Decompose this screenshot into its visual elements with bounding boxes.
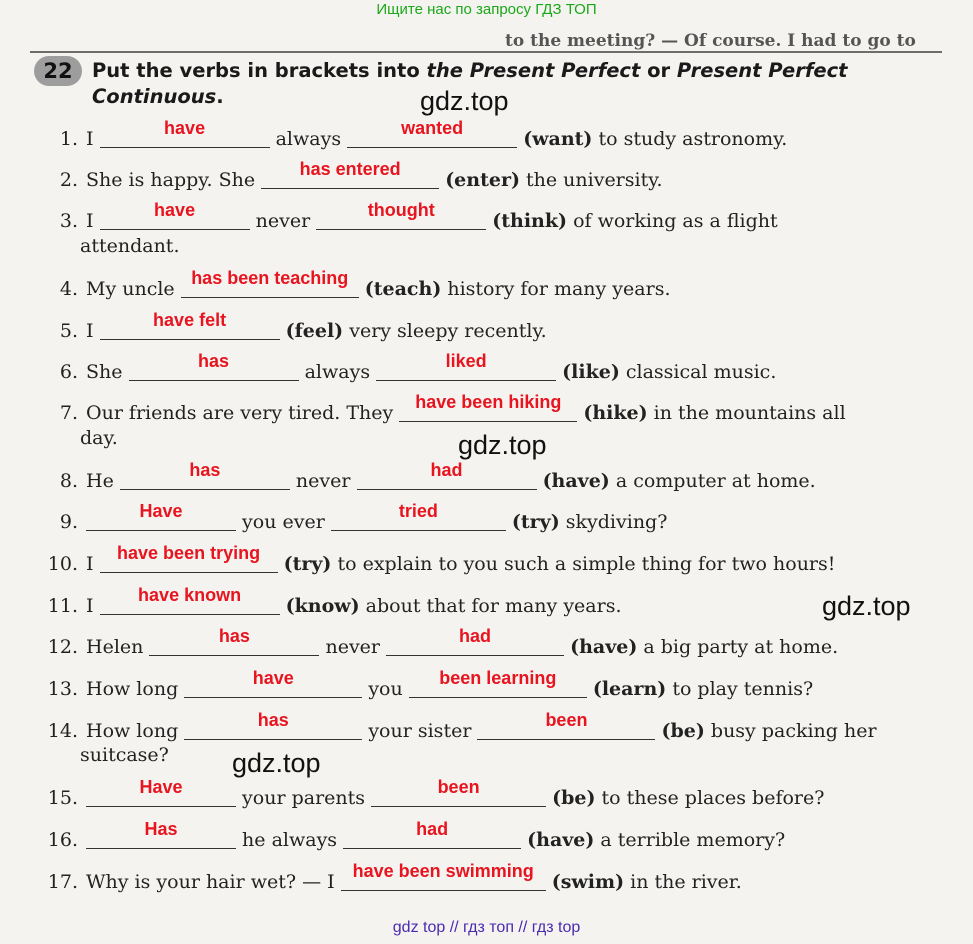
- verb-hint: (try): [283, 553, 332, 575]
- verb-hint: (enter): [445, 169, 520, 191]
- sentence-16: [44, 819, 786, 851]
- sentence-number: 8.: [59, 470, 78, 492]
- sentence-text: a big party at home.: [643, 636, 839, 658]
- sentence-3-continuation: attendant.: [80, 235, 180, 257]
- sentence-text: I: [86, 595, 94, 617]
- sentence-text: to these places before?: [601, 787, 825, 809]
- answer-blank[interactable]: [184, 710, 362, 740]
- sentence-text: Why is your hair wet? — I: [86, 871, 335, 893]
- sentence-text: a terrible memory?: [600, 829, 786, 851]
- answer: have been trying: [117, 543, 261, 563]
- previous-exercise-line: to the meeting? — Of course. I had to go to: [505, 31, 916, 51]
- answer: have: [154, 200, 196, 220]
- sentence-text: to study astronomy.: [598, 128, 788, 150]
- sentence-text: the university.: [526, 169, 663, 191]
- answer: have: [164, 118, 206, 138]
- watermark: gdz.top: [232, 748, 321, 778]
- exercise-number-badge: 22: [34, 56, 82, 86]
- sentence-text: I: [86, 210, 94, 232]
- answer-blank[interactable]: [100, 310, 280, 340]
- answer: has been teaching: [191, 268, 349, 288]
- sentence-number: 14.: [47, 720, 78, 742]
- verb-hint: (learn): [592, 678, 667, 700]
- sentence-12: [44, 626, 839, 658]
- sentence-10: [44, 543, 836, 575]
- sentence-text: Helen: [86, 636, 144, 658]
- verb-hint: (like): [562, 361, 620, 383]
- sentence-text: never: [255, 210, 311, 232]
- sentence-text: She is happy. She: [86, 169, 256, 191]
- sentence-number: 12.: [47, 636, 78, 658]
- tense-present-perfect: the Present Perfect: [426, 59, 641, 82]
- sentence-number: 11.: [47, 595, 78, 617]
- verb-hint: (teach): [364, 278, 442, 300]
- verb-hint: (have): [542, 470, 610, 492]
- answer-blank[interactable]: [343, 819, 521, 849]
- sentence-text: My uncle: [86, 278, 175, 300]
- sentence-text: history for many years.: [447, 278, 671, 300]
- answer-blank[interactable]: [376, 351, 556, 381]
- instruction-or: or: [640, 59, 677, 82]
- answer-blank[interactable]: [331, 501, 506, 531]
- answer-blank[interactable]: [399, 392, 577, 422]
- answer-blank[interactable]: [100, 200, 250, 230]
- sentence-text: never: [325, 636, 381, 658]
- sentence-text: a computer at home.: [615, 470, 816, 492]
- tense-present-perfect-continuous: Present Perfect Continuous: [92, 59, 848, 108]
- answer: Have: [139, 777, 183, 797]
- sentence-text: skydiving?: [565, 511, 668, 533]
- sentence-text: How long: [86, 720, 179, 742]
- answer: has: [257, 710, 289, 730]
- sentence-number: 16.: [47, 829, 78, 851]
- sentence-number: 3.: [59, 210, 78, 232]
- sentence-14-continuation: suitcase?: [80, 744, 169, 766]
- sentence-text: you ever: [242, 511, 325, 533]
- sentence-text: you: [368, 678, 403, 700]
- answer: Have: [139, 501, 183, 521]
- answer: has: [189, 460, 221, 480]
- answer: have felt: [153, 310, 227, 330]
- sentence-number: 15.: [47, 787, 78, 809]
- exercise-instruction: [92, 58, 942, 110]
- sentence-number: 9.: [59, 511, 78, 533]
- answer: had: [416, 819, 449, 839]
- sentence-text: He: [86, 470, 114, 492]
- sentence-text: of working as a flight: [573, 210, 778, 232]
- answer-blank[interactable]: [100, 543, 278, 573]
- verb-hint: (have): [570, 636, 638, 658]
- sentence-15: [44, 777, 825, 809]
- sentence-text: in the river.: [630, 871, 742, 893]
- answer-blank[interactable]: [149, 626, 319, 656]
- sentence-text: always: [304, 361, 371, 383]
- answer: have: [252, 668, 294, 688]
- answer: has: [198, 351, 230, 371]
- sentence-6: [44, 351, 777, 383]
- answer: had: [459, 626, 492, 646]
- answer-blank[interactable]: [129, 351, 299, 381]
- answer: has entered: [299, 159, 401, 179]
- sentence-17: [44, 861, 742, 893]
- sentence-text: Our friends are very tired. They: [86, 402, 394, 424]
- sentence-3: [44, 200, 778, 232]
- answer: been learning: [439, 668, 557, 688]
- sentence-text: classical music.: [625, 361, 777, 383]
- sentence-14: [44, 710, 877, 742]
- verb-hint: (feel): [285, 320, 344, 342]
- sentence-text: to explain to you such a simple thing for two hours!: [337, 553, 836, 575]
- answer-blank[interactable]: [409, 668, 587, 698]
- sentence-7-continuation: day.: [80, 427, 118, 449]
- answer-blank[interactable]: [86, 501, 236, 531]
- divider: [30, 51, 942, 53]
- watermark: gdz.top: [822, 591, 911, 621]
- verb-hint: (think): [492, 210, 568, 232]
- answer-blank[interactable]: [371, 777, 546, 807]
- answer-blank[interactable]: [357, 460, 537, 490]
- top-banner: Ищите нас по запросу ГДЗ ТОП: [376, 1, 597, 18]
- sentence-number: 5.: [59, 320, 78, 342]
- verb-hint: (know): [285, 595, 360, 617]
- sentence-text: always: [275, 128, 342, 150]
- sentence-text: very sleepy recently.: [349, 320, 547, 342]
- verb-hint: (be): [552, 787, 596, 809]
- sentence-number: 7.: [59, 402, 78, 424]
- answer: had: [430, 460, 463, 480]
- answer: been: [437, 777, 480, 797]
- answer: Has: [144, 819, 178, 839]
- verb-hint: (be): [661, 720, 705, 742]
- answer-blank[interactable]: [100, 118, 270, 148]
- sentence-5: [44, 310, 547, 342]
- answer-blank[interactable]: [347, 118, 517, 148]
- answer-blank[interactable]: [100, 585, 280, 615]
- answer: thought: [367, 200, 435, 220]
- sentence-text: your parents: [242, 787, 366, 809]
- sentence-number: 10.: [47, 553, 78, 575]
- answer-blank[interactable]: [261, 159, 439, 189]
- answer: have been swimming: [352, 861, 534, 881]
- answer-blank[interactable]: [86, 819, 236, 849]
- sentence-text: I: [86, 553, 94, 575]
- instruction-text: Put the verbs in brackets into: [92, 59, 427, 82]
- answer: tried: [398, 501, 438, 521]
- sentence-text: I: [86, 320, 94, 342]
- bottom-banner: gdz top // гдз топ // гдз top: [392, 919, 581, 936]
- answer-blank[interactable]: [86, 777, 236, 807]
- watermark: gdz.top: [458, 430, 547, 460]
- sentence-text: How long: [86, 678, 179, 700]
- sentence-number: 4.: [59, 278, 78, 300]
- sentence-text: never: [295, 470, 351, 492]
- sentence-text: busy packing her: [710, 720, 877, 742]
- sentence-1: [44, 118, 788, 150]
- sentence-number: 6.: [59, 361, 78, 383]
- sentence-number: 2.: [59, 169, 78, 191]
- sentence-text: She: [86, 361, 123, 383]
- answer-blank[interactable]: [316, 200, 486, 230]
- verb-hint: (have): [527, 829, 595, 851]
- sentence-11: [44, 585, 622, 617]
- sentence-text: I: [86, 128, 94, 150]
- sentence-13: [44, 668, 814, 700]
- answer: wanted: [401, 118, 464, 138]
- verb-hint: (hike): [583, 402, 648, 424]
- sentence-8: [44, 460, 816, 492]
- sentence-text: in the mountains all: [653, 402, 846, 424]
- sentence-text: about that for many years.: [365, 595, 622, 617]
- sentence-text: to play tennis?: [672, 678, 814, 700]
- answer-blank[interactable]: [341, 861, 546, 891]
- sentence-text: your sister: [368, 720, 472, 742]
- sentence-7: [44, 392, 846, 424]
- sentence-number: 13.: [47, 678, 78, 700]
- answer: has: [218, 626, 250, 646]
- sentence-4: [44, 268, 671, 300]
- verb-hint: (swim): [551, 871, 625, 893]
- sentence-text: he always: [242, 829, 338, 851]
- answer-blank[interactable]: [184, 668, 362, 698]
- verb-hint: (try): [511, 511, 560, 533]
- answer-blank[interactable]: [386, 626, 564, 656]
- watermark: gdz.top: [420, 86, 509, 116]
- verb-hint: (want): [523, 128, 593, 150]
- sentence-number: 1.: [59, 128, 78, 150]
- answer-blank[interactable]: [477, 710, 655, 740]
- sentence-number: 17.: [47, 871, 78, 893]
- answer-blank[interactable]: [181, 268, 359, 298]
- answer: have been hiking: [415, 392, 562, 412]
- sentence-2: [44, 159, 663, 191]
- answer-blank[interactable]: [120, 460, 290, 490]
- instruction-end: .: [216, 85, 224, 108]
- answer: have known: [138, 585, 242, 605]
- sentence-9: [44, 501, 668, 533]
- answer: been: [545, 710, 588, 730]
- answer: liked: [445, 351, 487, 371]
